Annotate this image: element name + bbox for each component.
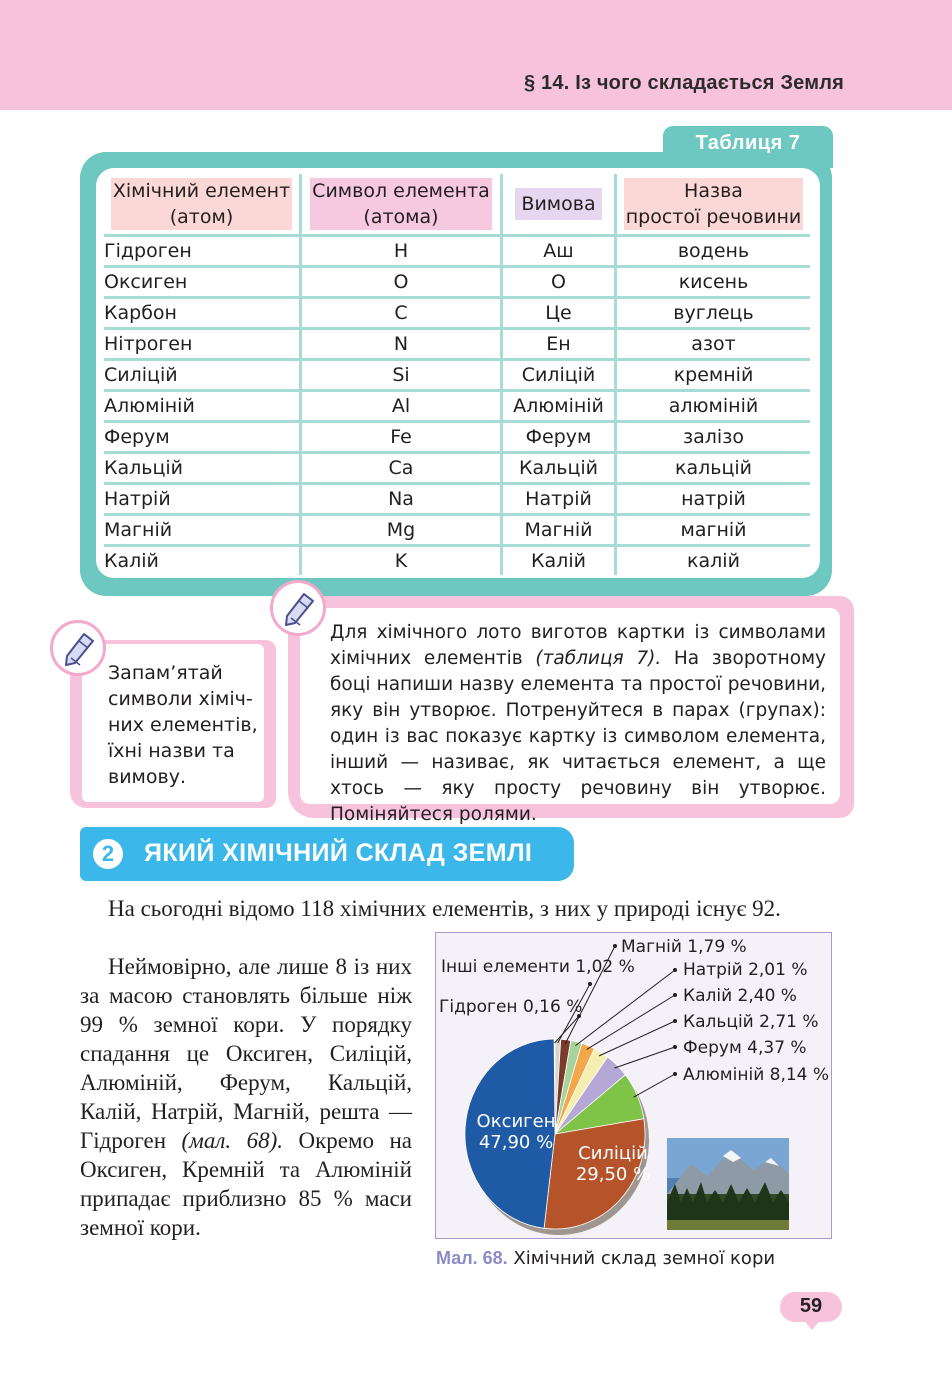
pie-label-8: Інші елементи 1,02 % xyxy=(441,957,635,977)
table-row xyxy=(104,546,810,576)
leader-dot-3 xyxy=(673,1045,677,1049)
table-cell-substance: натрій xyxy=(616,484,811,515)
table-row xyxy=(104,236,810,267)
table-cell-element: Алюміній xyxy=(104,391,301,422)
table-row xyxy=(104,515,810,546)
leader-dot-8 xyxy=(588,982,592,986)
table-row xyxy=(104,298,810,329)
table-cell-substance: водень xyxy=(616,236,811,267)
table-row xyxy=(104,329,810,360)
table-cell-symbol: Si xyxy=(301,360,502,391)
table-cell-symbol: Mg xyxy=(301,515,502,546)
section-number: 2 xyxy=(93,839,123,869)
table-cell-substance: кальцій xyxy=(616,453,811,484)
table-header-row xyxy=(104,174,810,236)
leader-line-3 xyxy=(614,1047,675,1068)
table-cell-substance: магній xyxy=(616,515,811,546)
table-cell-element: Натрій xyxy=(104,484,301,515)
table-cell-pronunciation: Калій xyxy=(502,546,616,576)
slice-label-silicon-value: 29,50 % xyxy=(575,1164,651,1185)
table-row xyxy=(104,391,810,422)
leader-dot-2 xyxy=(673,1072,677,1076)
table-cell-element: Калій xyxy=(104,550,159,572)
mountain-landscape-image xyxy=(667,1138,789,1230)
leader-dot-4 xyxy=(673,1019,677,1023)
table-cell-symbol: Ca xyxy=(301,453,502,484)
table-cell-substance: вуглець xyxy=(616,298,811,329)
pie-chart xyxy=(435,932,832,1239)
pie-label-2: Алюміній 8,14 % xyxy=(683,1065,830,1085)
pencil-icon xyxy=(50,620,106,676)
remember-note: Запам’ятай символи хіміч- них елементів, їхні назви та вимову. xyxy=(108,662,258,788)
figure-caption: Мал. 68. Хімічний склад земної кори xyxy=(436,1248,776,1269)
header-substance: Назва простої речовини xyxy=(616,174,811,236)
table-cell-symbol: N xyxy=(301,329,502,360)
leader-line-9 xyxy=(555,1016,579,1043)
table-cell-substance: залізо xyxy=(616,422,811,453)
table-body xyxy=(104,236,810,576)
table-row xyxy=(104,360,810,391)
table-cell-pronunciation: О xyxy=(502,267,616,298)
header-pronunciation: Вимова xyxy=(502,174,616,236)
table-cell-pronunciation: Натрій xyxy=(502,484,616,515)
table-cell-symbol: Al xyxy=(301,391,502,422)
leader-dot-5 xyxy=(673,993,677,997)
table-caption: Таблиця 7 xyxy=(695,132,801,154)
leader-dot-7 xyxy=(613,944,617,948)
page-number-badge-tail xyxy=(804,1320,820,1330)
leader-dot-6 xyxy=(673,968,677,972)
pie-label-9: Гідроген 0,16 % xyxy=(439,997,583,1017)
page-header-title: § 14. Із чого складається Земля xyxy=(523,72,844,94)
table-cell-symbol: C xyxy=(301,298,502,329)
table-cell-element: Карбон xyxy=(104,298,301,329)
page-number: 59 xyxy=(799,1295,823,1317)
table-cell-pronunciation: Силіцій xyxy=(502,360,616,391)
table-cell-element: Гідроген xyxy=(104,236,301,267)
slice-label-oxygen-name: Оксиген xyxy=(476,1111,556,1132)
table-cell-pronunciation: Алюміній xyxy=(502,391,616,422)
table-cell-pronunciation: Кальцій xyxy=(502,453,616,484)
pie-label-5: Калій 2,40 % xyxy=(683,986,797,1006)
table-cell-substance: кисень xyxy=(616,267,811,298)
slice-label-oxygen-value: 47,90 % xyxy=(478,1132,554,1153)
pie-label-4: Кальцій 2,71 % xyxy=(683,1012,819,1032)
table-cell-symbol: H xyxy=(301,236,502,267)
leader-line-2 xyxy=(634,1074,675,1097)
table-row xyxy=(104,484,810,515)
header-element: Хімічний елемент (атом) xyxy=(104,174,301,236)
table-cell-symbol: Fe xyxy=(301,422,502,453)
table-cell-element: Магній xyxy=(104,515,301,546)
table-cell-substance: кремній xyxy=(616,360,811,391)
table-cell-substance: алюміній xyxy=(616,391,811,422)
pencil-icon xyxy=(270,580,326,636)
table-cell-symbol: K xyxy=(301,546,502,576)
slice-label-silicon-name: Силіцій xyxy=(578,1143,648,1164)
table-cell-element: Силіцій xyxy=(104,360,301,391)
table-cell-pronunciation: Ферум xyxy=(502,422,616,453)
table-cell-element: Оксиген xyxy=(104,267,301,298)
body-paragraph-1: На сьогодні відомо 118 хімічних елементів, з них у природі існує 92. xyxy=(108,896,781,921)
table-cell-symbol: Na xyxy=(301,484,502,515)
task-note: Для хімічного лото виготов картки із символами хімічних елементів (таблиця 7). На зворотному боці напиши назву елемента та простої речовини, яку він утворює. Потренуйтеся в парах (групах): один із вас показує картку із символом елемента, інший — називає, як читається елемент, а ще хтось — яку просту речовину він утворює. Поміняйтеся ролями. xyxy=(330,622,826,825)
leader-line-6 xyxy=(575,970,675,1046)
body-paragraph-2: Неймовірно, але лише 8 із них за масою становлять більше ніж 99 % земної кори. У порядку спадання це Оксиген, Силіцій, Алюміній, Ферум, Кальцій, Калій, Натрій, Магній, решта — Гідроген (мал. 68). Окремо на Оксиген, Кремній та Алюміній припадає приблизно 85 % маси земної кори. xyxy=(80,954,412,1240)
table-cell-element: Кальцій xyxy=(104,453,301,484)
table-cell-element: Ферум xyxy=(104,422,301,453)
pie-label-7: Магній 1,79 % xyxy=(621,937,747,957)
section-title: ЯКИЙ ХІМІЧНИЙ СКЛАД ЗЕМЛІ xyxy=(144,839,533,867)
header-symbol: Символ елемента (атома) xyxy=(301,174,502,236)
table-cell-pronunciation: Це xyxy=(502,298,616,329)
pie-label-3: Ферум 4,37 % xyxy=(683,1038,807,1058)
table-row xyxy=(104,422,810,453)
table-cell-symbol: O xyxy=(301,267,502,298)
table-cell-pronunciation: Ен xyxy=(502,329,616,360)
elements-table xyxy=(104,174,810,575)
table-cell-pronunciation: Аш xyxy=(502,236,616,267)
table-row xyxy=(104,267,810,298)
table-cell-substance: азот xyxy=(616,329,811,360)
table-cell-substance: калій xyxy=(616,546,811,576)
table-row xyxy=(104,453,810,484)
table-cell-element: Нітроген xyxy=(104,329,301,360)
pie-label-6: Натрій 2,01 % xyxy=(683,960,808,980)
table-cell-pronunciation: Магній xyxy=(502,515,616,546)
